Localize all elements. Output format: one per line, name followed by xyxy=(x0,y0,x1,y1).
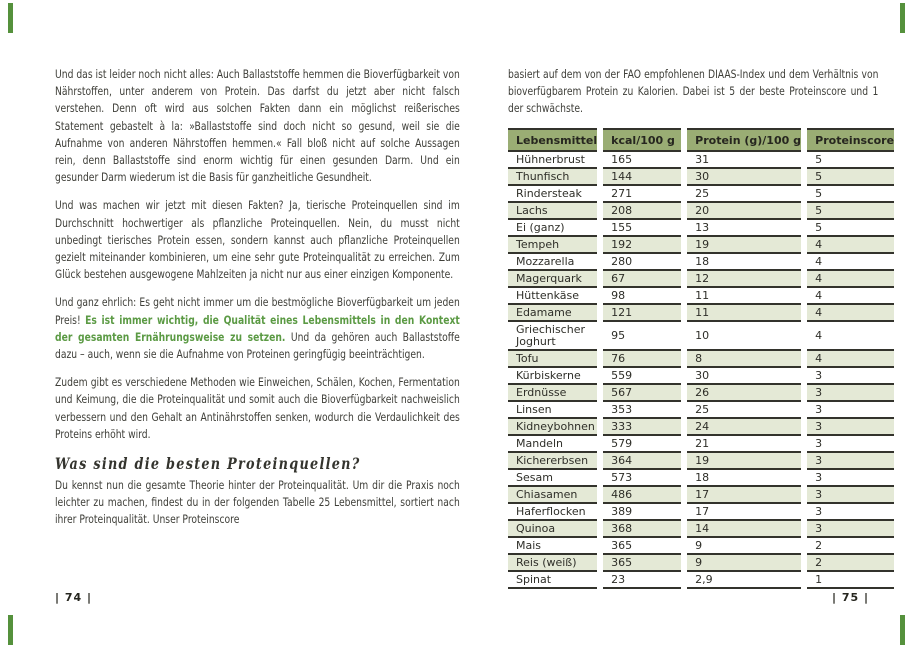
table-cell: Hühnerbrust xyxy=(508,152,597,169)
table-cell: 95 xyxy=(603,322,681,351)
intro-paragraph: basiert auf dem von der FAO empfohlenen DIAAS-Index und dem Verhältnis von bioverfügbarem Protein zu Kalorien. Dabei ist 5 der beste Proteinscore und 1 der schwächste. xyxy=(508,67,879,116)
table-cell: 353 xyxy=(603,402,681,419)
table-cell: 11 xyxy=(687,305,801,322)
table-cell: 121 xyxy=(603,305,681,322)
table-cell: 579 xyxy=(603,436,681,453)
table-cell: Spinat xyxy=(508,572,597,589)
table-row xyxy=(508,538,894,555)
table-cell: 21 xyxy=(687,436,801,453)
table-cell: 1 xyxy=(807,572,894,589)
table-row xyxy=(508,254,894,271)
table-cell: 12 xyxy=(687,271,801,288)
page-number-left: | 74 | xyxy=(55,591,93,604)
table-cell: 3 xyxy=(807,521,894,538)
table-row xyxy=(508,288,894,305)
table-cell: 5 xyxy=(807,186,894,203)
column-header: kcal/100 g xyxy=(603,128,681,152)
table-cell: 98 xyxy=(603,288,681,305)
table-cell: 3 xyxy=(807,504,894,521)
table-cell: 389 xyxy=(603,504,681,521)
table-row xyxy=(508,152,894,169)
table-cell: 3 xyxy=(807,487,894,504)
table-row xyxy=(508,203,894,220)
table-cell: 155 xyxy=(603,220,681,237)
table-cell: Chiasamen xyxy=(508,487,597,504)
table-cell: Quinoa xyxy=(508,521,597,538)
column-header: Protein (g)/100 g xyxy=(687,128,801,152)
table-cell: 24 xyxy=(687,419,801,436)
table-cell: 18 xyxy=(687,254,801,271)
table-cell: 3 xyxy=(807,368,894,385)
table-row xyxy=(508,436,894,453)
table-cell: 368 xyxy=(603,521,681,538)
table-cell: Mozzarella xyxy=(508,254,597,271)
column-header: Lebensmittel xyxy=(508,128,597,152)
table-cell: Tofu xyxy=(508,351,597,368)
page-edge-mark xyxy=(900,615,905,645)
right-page-text-block xyxy=(508,66,878,129)
table-cell: Hüttenkäse xyxy=(508,288,597,305)
table-cell: 9 xyxy=(687,555,801,572)
table-row xyxy=(508,555,894,572)
table-cell: Kidneybohnen xyxy=(508,419,597,436)
table-cell: 26 xyxy=(687,385,801,402)
table-cell: 3 xyxy=(807,436,894,453)
table-cell: 11 xyxy=(687,288,801,305)
table-cell: 67 xyxy=(603,271,681,288)
table-row xyxy=(508,351,894,368)
table-cell: 18 xyxy=(687,470,801,487)
table-cell: Edamame xyxy=(508,305,597,322)
table-cell: 4 xyxy=(807,322,894,351)
table-row xyxy=(508,237,894,254)
table-cell: 364 xyxy=(603,453,681,470)
table-row xyxy=(508,271,894,288)
section-heading: Was sind die besten Proteinquellen? xyxy=(55,454,361,474)
table-cell: 4 xyxy=(807,351,894,368)
table-cell: 25 xyxy=(687,402,801,419)
table-cell: 5 xyxy=(807,203,894,220)
left-page-text-block xyxy=(55,66,460,529)
table-cell: 365 xyxy=(603,555,681,572)
page-edge-mark xyxy=(8,3,13,33)
table-header-row xyxy=(508,128,894,152)
table-row xyxy=(508,169,894,186)
page-edge-mark xyxy=(8,615,13,645)
table-cell: 271 xyxy=(603,186,681,203)
table-row xyxy=(508,521,894,538)
table-row xyxy=(508,305,894,322)
table-cell: 2 xyxy=(807,555,894,572)
table-cell: Mandeln xyxy=(508,436,597,453)
protein-table xyxy=(502,128,900,589)
table-cell: Kürbiskerne xyxy=(508,368,597,385)
table-cell: 4 xyxy=(807,288,894,305)
table-cell: 17 xyxy=(687,487,801,504)
paragraph: Zudem gibt es verschiedene Methoden wie Einweichen, Schälen, Kochen, Fermentation und Keimung, die die Proteinqualität und somit auch die Bioverfügbarkeit nachweislich verbessern und den Gehalt an Antinährstoffen senken, wodurch die Verdaulichkeit des Proteins erhöht wird. xyxy=(55,375,460,441)
paragraph-text: Und da gehören auch Ballaststoffe dazu – auch, wenn sie die Aufnahme von Proteinen geringfügig beeinträchtigen. xyxy=(55,329,460,362)
table-cell: 23 xyxy=(603,572,681,589)
column-header: Proteinscore xyxy=(807,128,894,152)
table-cell: 573 xyxy=(603,470,681,487)
paragraph xyxy=(55,294,460,363)
table-row xyxy=(508,487,894,504)
paragraph: Du kennst nun die gesamte Theorie hinter der Proteinqualität. Um dir die Praxis noch leichter zu machen, findest du in der folgenden Tabelle 25 Lebensmittel, sortiert nach ihrer Proteinqualität. Unser Proteinscore xyxy=(55,478,460,527)
table-cell: 280 xyxy=(603,254,681,271)
table-cell: 3 xyxy=(807,419,894,436)
page-number-right: | 75 | xyxy=(832,591,870,604)
table-cell: 8 xyxy=(687,351,801,368)
table-cell: 567 xyxy=(603,385,681,402)
table-cell: 10 xyxy=(687,322,801,351)
table-cell: 5 xyxy=(807,220,894,237)
table-cell: Rindersteak xyxy=(508,186,597,203)
table-cell: 4 xyxy=(807,237,894,254)
table-cell: Griechischer Joghurt xyxy=(508,322,597,351)
table-cell: 559 xyxy=(603,368,681,385)
table-cell: 13 xyxy=(687,220,801,237)
table-row xyxy=(508,220,894,237)
table-cell: 486 xyxy=(603,487,681,504)
table-cell: 2 xyxy=(807,538,894,555)
table-row xyxy=(508,402,894,419)
table-cell: Mais xyxy=(508,538,597,555)
table-cell: Kichererbsen xyxy=(508,453,597,470)
table-cell: 20 xyxy=(687,203,801,220)
table-cell: Erdnüsse xyxy=(508,385,597,402)
table-cell: Lachs xyxy=(508,203,597,220)
table-cell: 208 xyxy=(603,203,681,220)
table-cell: 365 xyxy=(603,538,681,555)
table-cell: Haferflocken xyxy=(508,504,597,521)
table-cell: 3 xyxy=(807,470,894,487)
paragraph-text: Und ganz ehrlich: Es geht nicht immer um die bestmögliche Bioverfügbarkeit um jeden Preis! xyxy=(55,295,460,327)
table-cell: 3 xyxy=(807,385,894,402)
table-row xyxy=(508,186,894,203)
table-cell: 4 xyxy=(807,271,894,288)
table-row xyxy=(508,470,894,487)
table-row xyxy=(508,572,894,589)
table-cell: 25 xyxy=(687,186,801,203)
table-cell: 3 xyxy=(807,453,894,470)
table-cell: 5 xyxy=(807,169,894,186)
table-cell: 17 xyxy=(687,504,801,521)
table-cell: Magerquark xyxy=(508,271,597,288)
table-row xyxy=(508,322,894,351)
table-row xyxy=(508,453,894,470)
table-cell: 165 xyxy=(603,152,681,169)
table-cell: 30 xyxy=(687,368,801,385)
table-cell: Reis (weiß) xyxy=(508,555,597,572)
table-cell: 2,9 xyxy=(687,572,801,589)
table-row xyxy=(508,385,894,402)
table-cell: 4 xyxy=(807,254,894,271)
table-cell: 144 xyxy=(603,169,681,186)
protein-table-body xyxy=(508,152,894,589)
table-cell: 31 xyxy=(687,152,801,169)
table-row xyxy=(508,368,894,385)
table-cell: 192 xyxy=(603,237,681,254)
table-cell: Thunfisch xyxy=(508,169,597,186)
table-cell: 4 xyxy=(807,305,894,322)
paragraph: Und das ist leider noch nicht alles: Auch Ballaststoffe hemmen die Bioverfügbarkeit von Nährstoffen, unter anderem von Protein. Das darfst du jetzt aber nicht falsch verstehen. Denn oft wird aus solchen Fakten dann ein möglichst reißerisches Statement gebastelt à la: »Ballaststoffe sind doch nicht so gesund, weil sie die Aufnahme von anderen Nährstoffen hemmen.« Fall bloß nicht auf solche Aussagen rein, denn Ballaststoffe sind enorm wichtig für einen gesunden Darm. Und ein gesunder Darm wiederum ist die Basis für ganzheitliche Gesundheit. xyxy=(55,67,460,185)
page-edge-mark xyxy=(900,3,905,33)
paragraph: Und was machen wir jetzt mit diesen Fakten? Ja, tierische Proteinquellen sind im Durchschnitt hochwertiger als pflanzliche Proteinquellen. Nein, du musst nicht unbedingt tierisches Protein essen, sondern kannst auch pflanzliche Proteinquellen gezielt miteinander kombinieren, um eine sehr gute Proteinqualität zu erreichen. Zum Glück bestehen ausgewogene Mahlzeiten ja nicht nur aus einer einzigen Komponente. xyxy=(55,198,460,282)
highlighted-sentence: Es ist immer wichtig, die Qualität eines Lebensmittels in den Kontext der gesamten Ernährungsweise zu setzen. xyxy=(55,312,460,344)
table-cell: Tempeh xyxy=(508,237,597,254)
table-cell: 19 xyxy=(687,237,801,254)
table-cell: 333 xyxy=(603,419,681,436)
table-cell: 9 xyxy=(687,538,801,555)
table-row xyxy=(508,419,894,436)
table-row xyxy=(508,504,894,521)
table-cell: 30 xyxy=(687,169,801,186)
table-cell: 19 xyxy=(687,453,801,470)
table-cell: 14 xyxy=(687,521,801,538)
table-cell: 76 xyxy=(603,351,681,368)
table-cell: Sesam xyxy=(508,470,597,487)
table-cell: 5 xyxy=(807,152,894,169)
table-cell: Ei (ganz) xyxy=(508,220,597,237)
table-cell: 3 xyxy=(807,402,894,419)
table-cell: Linsen xyxy=(508,402,597,419)
